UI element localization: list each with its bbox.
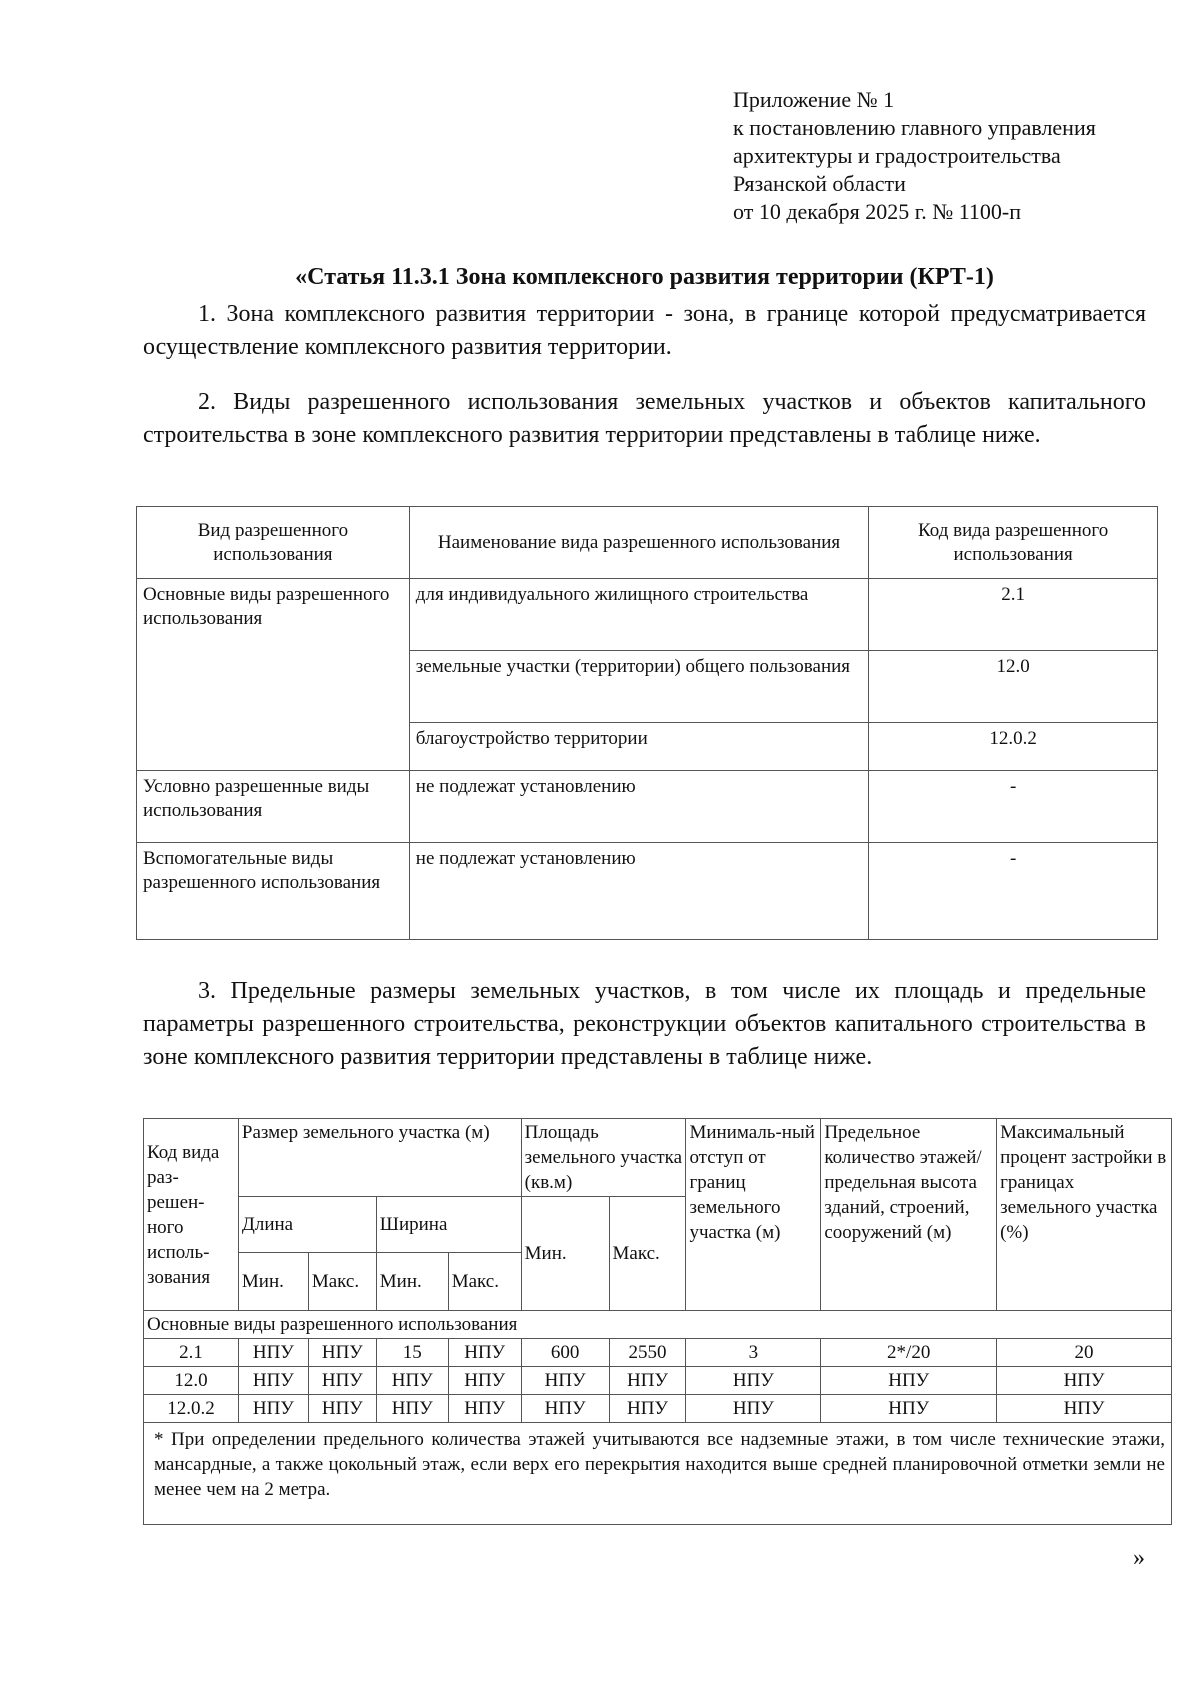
table-cell: НПУ bbox=[376, 1395, 448, 1423]
table-cell: НПУ bbox=[448, 1367, 521, 1395]
table-cell: НПУ bbox=[238, 1367, 308, 1395]
appendix-header-line: от 10 декабря 2025 г. № 1100-п bbox=[733, 199, 1022, 224]
use-kind-cell: Основные виды разрешенного использования bbox=[137, 579, 410, 771]
use-name-cell: земельные участки (территории) общего пользования bbox=[409, 651, 868, 723]
table-cell: НПУ bbox=[376, 1367, 448, 1395]
header-code: Код вида раз-решен-ного исполь-зования bbox=[144, 1119, 239, 1311]
paragraph-2: 2. Виды разрешенного использования земельных участков и объектов капитального строительства в зоне комплексного развития территории представлены в таблице ниже. bbox=[143, 389, 1146, 448]
parameters-table bbox=[143, 1118, 1172, 1525]
header-width: Ширина bbox=[376, 1197, 521, 1253]
table-cell: 12.0 bbox=[144, 1367, 239, 1395]
use-code-cell: - bbox=[869, 843, 1158, 940]
table-cell: НПУ bbox=[448, 1395, 521, 1423]
table-row bbox=[144, 1339, 1172, 1367]
table-cell: НПУ bbox=[821, 1395, 997, 1423]
table-cell: НПУ bbox=[821, 1367, 997, 1395]
table-cell: НПУ bbox=[609, 1395, 686, 1423]
table-cell: 600 bbox=[521, 1339, 609, 1367]
appendix-header-line: к постановлению главного управления bbox=[733, 115, 1096, 140]
table-cell: НПУ bbox=[448, 1339, 521, 1367]
table-cell: НПУ bbox=[308, 1339, 376, 1367]
table-cell: НПУ bbox=[686, 1367, 821, 1395]
section-row: Основные виды разрешенного использования bbox=[144, 1311, 1172, 1339]
header-length-max: Макс. bbox=[308, 1253, 376, 1311]
header-floors: Предельное количество этажей/ предельная высота зданий, строений, сооружений (м) bbox=[821, 1119, 997, 1311]
header-length: Длина bbox=[238, 1197, 376, 1253]
article-title: «Статья 11.3.1 Зона комплексного развития территории (КРТ-1) bbox=[295, 264, 994, 290]
table-row bbox=[144, 1367, 1172, 1395]
header-length-min: Мин. bbox=[238, 1253, 308, 1311]
use-name-cell: для индивидуального жилищного строительства bbox=[409, 579, 868, 651]
permitted-use-table bbox=[136, 506, 1158, 940]
table-row bbox=[137, 843, 1158, 940]
appendix-header-line: архитектуры и градостроительства bbox=[733, 143, 1061, 168]
use-code-cell: 12.0.2 bbox=[869, 723, 1158, 771]
header-width-min: Мин. bbox=[376, 1253, 448, 1311]
appendix-header bbox=[733, 86, 1096, 226]
use-kind-cell: Вспомогательные виды разрешенного использования bbox=[137, 843, 410, 940]
table-cell: НПУ bbox=[308, 1395, 376, 1423]
table-cell: НПУ bbox=[238, 1395, 308, 1423]
use-name-cell: не подлежат установлению bbox=[409, 843, 868, 940]
header-coverage: Максимальный процент застройки в границах земельного участка (%) bbox=[997, 1119, 1172, 1311]
table-header-cell: Код вида разрешенного использования bbox=[869, 507, 1158, 579]
header-setback: Минималь-ный отступ от границ земельного участка (м) bbox=[686, 1119, 821, 1311]
table-row bbox=[137, 771, 1158, 843]
table-cell: НПУ bbox=[521, 1395, 609, 1423]
table-cell: 2550 bbox=[609, 1339, 686, 1367]
table-cell: 2*/20 bbox=[821, 1339, 997, 1367]
header-width-max: Макс. bbox=[448, 1253, 521, 1311]
table-header-cell: Вид разрешенного использования bbox=[137, 507, 410, 579]
table-header-cell: Наименование вида разрешенного использования bbox=[409, 507, 868, 579]
closing-quote: » bbox=[1133, 1545, 1145, 1571]
header-area-max: Макс. bbox=[609, 1197, 686, 1311]
use-code-cell: - bbox=[869, 771, 1158, 843]
table-cell: 2.1 bbox=[144, 1339, 239, 1367]
header-size: Размер земельного участка (м) bbox=[238, 1119, 521, 1197]
use-code-cell: 2.1 bbox=[869, 579, 1158, 651]
use-code-cell: 12.0 bbox=[869, 651, 1158, 723]
footnote: * При определении предельного количества этажей учитываются все надземные этажи, в том числе технические этажи, мансардные, а также цокольный этаж, если верх его перекрытия находится выше средней планировочной отметки земли не менее чем на 2 метра. bbox=[144, 1423, 1172, 1525]
appendix-header-line: Приложение № 1 bbox=[733, 87, 895, 112]
use-kind-cell: Условно разрешенные виды использования bbox=[137, 771, 410, 843]
table-cell: НПУ bbox=[238, 1339, 308, 1367]
table-cell: 15 bbox=[376, 1339, 448, 1367]
table-cell: НПУ bbox=[609, 1367, 686, 1395]
table-cell: НПУ bbox=[997, 1367, 1172, 1395]
use-name-cell: благоустройство территории bbox=[409, 723, 868, 771]
paragraph-1: 1. Зона комплексного развития территории - зона, в границе которой предусматривается осуществление комплексного развития территории. bbox=[143, 301, 1146, 360]
table-cell: 20 bbox=[997, 1339, 1172, 1367]
table-row bbox=[137, 579, 1158, 651]
table-row bbox=[144, 1395, 1172, 1423]
header-area-min: Мин. bbox=[521, 1197, 609, 1311]
table-cell: НПУ bbox=[997, 1395, 1172, 1423]
table-cell: НПУ bbox=[308, 1367, 376, 1395]
header-area: Площадь земельного участка (кв.м) bbox=[521, 1119, 686, 1197]
table-cell: 3 bbox=[686, 1339, 821, 1367]
appendix-header-line: Рязанской области bbox=[733, 171, 906, 196]
table-cell: НПУ bbox=[686, 1395, 821, 1423]
use-name-cell: не подлежат установлению bbox=[409, 771, 868, 843]
table-cell: НПУ bbox=[521, 1367, 609, 1395]
table-cell: 12.0.2 bbox=[144, 1395, 239, 1423]
paragraph-3: 3. Предельные размеры земельных участков, в том числе их площадь и предельные параметры разрешенного строительства, реконструкции объектов капитального строительства в зоне комплексного развития территории представлены в таблице ниже. bbox=[143, 978, 1146, 1070]
